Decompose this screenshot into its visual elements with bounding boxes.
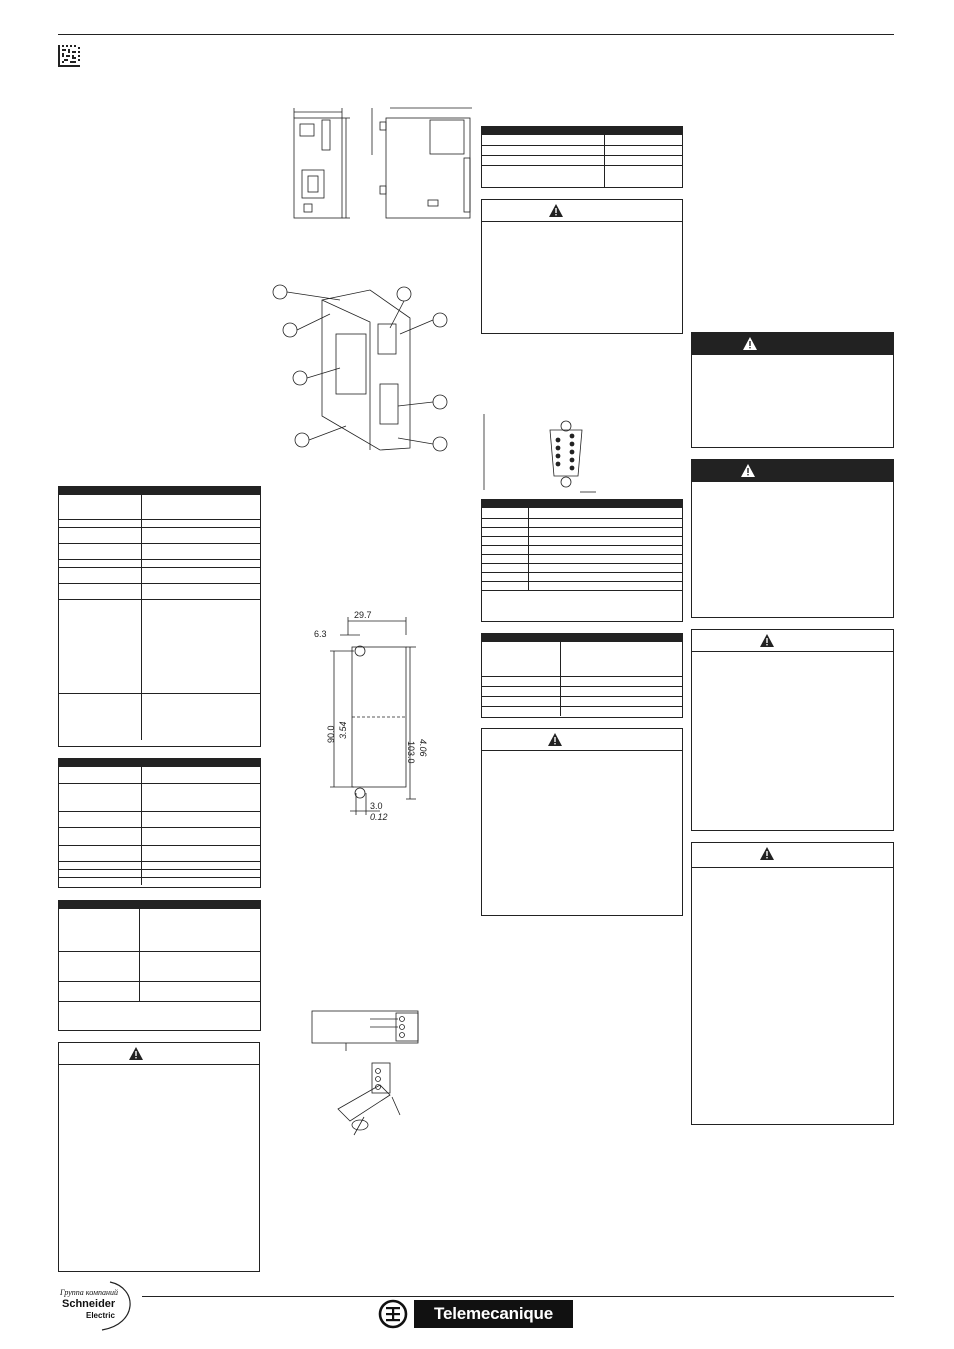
warning-box-mid-1 <box>481 199 683 334</box>
dim-height-in: 3.54 <box>338 721 348 739</box>
warning-box-right-4 <box>691 842 894 1125</box>
group-line-1: Группа компаний <box>60 1288 118 1297</box>
warning-icon <box>549 204 563 217</box>
dim-total-in: 4.06 <box>418 739 428 757</box>
subd-connector-drawing <box>480 410 630 495</box>
group-line-3: Electric <box>86 1311 115 1320</box>
spec-table-1 <box>58 486 261 747</box>
warning-icon <box>129 1047 143 1060</box>
module-dimension-drawing <box>280 100 500 235</box>
mounting-dimension-drawing <box>310 605 440 820</box>
spec-table-4 <box>481 126 683 188</box>
dim-top-width: 29.7 <box>354 610 372 620</box>
module-callout-diagram <box>270 278 460 458</box>
brand-name: Telemecanique <box>434 1304 553 1323</box>
top-rule <box>58 34 894 35</box>
warning-box-right-1 <box>691 332 894 448</box>
telemecanique-emblem-icon <box>378 1299 408 1329</box>
warning-icon <box>743 337 757 350</box>
dim-height-mm: 90.0 <box>326 725 336 743</box>
spec-table-2 <box>58 758 261 888</box>
bottom-rule <box>142 1296 894 1297</box>
warning-box-left <box>58 1042 260 1272</box>
warning-icon <box>548 733 562 746</box>
spec-table-3 <box>58 900 261 1031</box>
datamatrix-code <box>58 45 80 67</box>
dim-bottom-in: 0.12 <box>370 812 388 820</box>
terminal-wiring-drawing <box>310 1005 430 1145</box>
warning-icon <box>760 847 774 860</box>
dim-bottom-mm: 3.0 <box>370 801 383 811</box>
warning-icon <box>741 464 755 477</box>
warning-icon <box>760 634 774 647</box>
group-line-2: Schneider <box>62 1298 116 1310</box>
pinout-table <box>481 499 683 622</box>
schneider-group-logo <box>58 1280 140 1330</box>
spec-table-5 <box>481 633 683 718</box>
warning-box-right-2 <box>691 459 894 618</box>
dim-total-mm: 103.0 <box>406 741 416 764</box>
warning-box-right-3 <box>691 629 894 831</box>
brand-wordmark <box>414 1300 573 1328</box>
warning-box-mid-2 <box>481 728 683 916</box>
dim-left-offset: 6.3 <box>314 629 327 639</box>
